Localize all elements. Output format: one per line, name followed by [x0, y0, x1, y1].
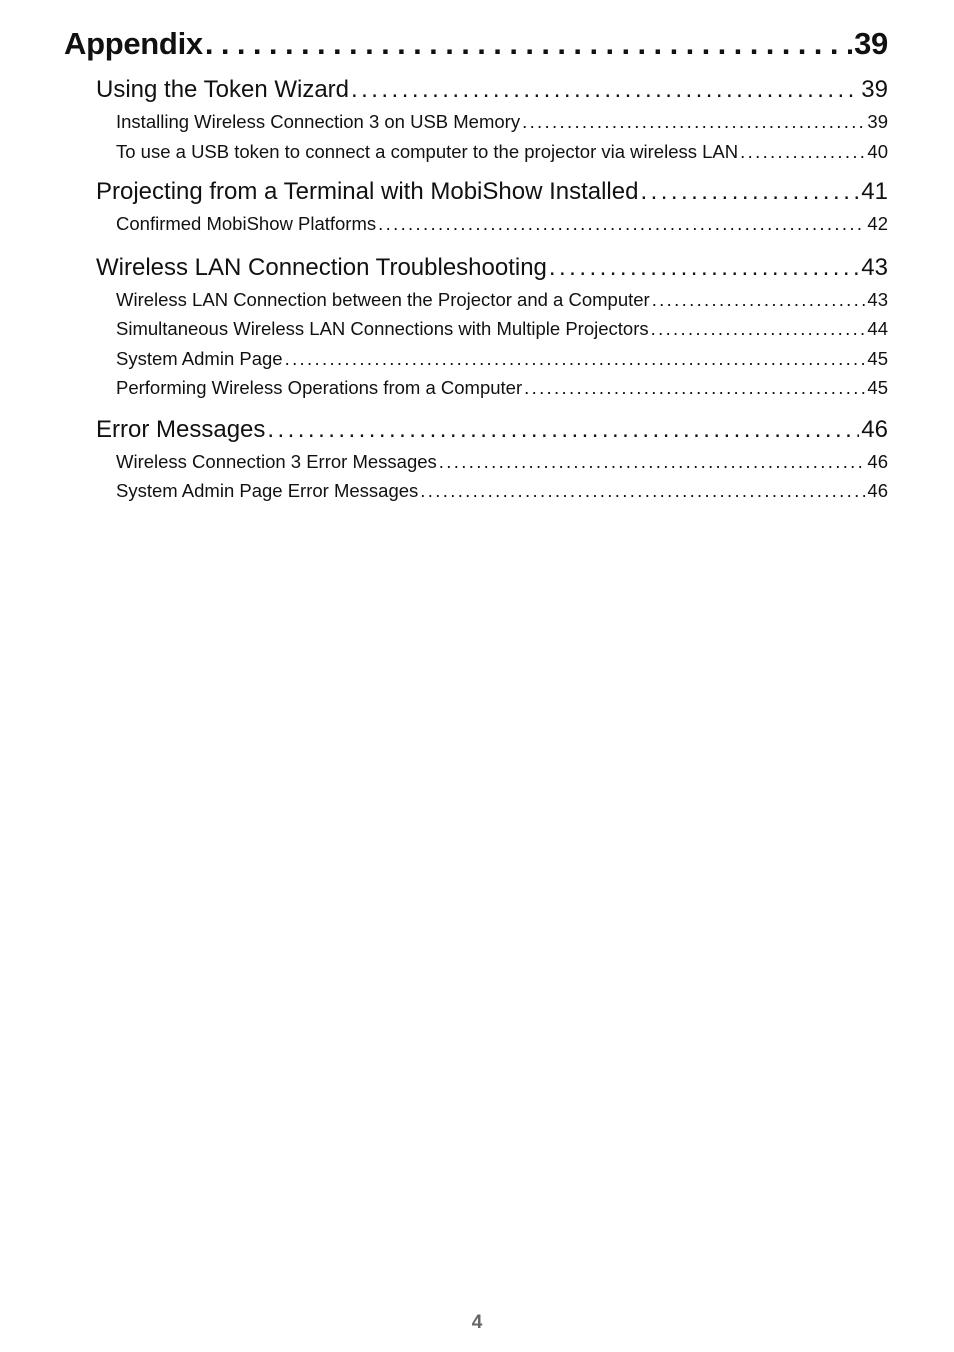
- dot-leader: [549, 251, 859, 285]
- dot-leader: [740, 137, 865, 167]
- toc-section-heading[interactable]: [96, 175, 888, 209]
- dot-leader: [640, 175, 859, 209]
- toc-entry-page: 41: [861, 178, 888, 205]
- toc-item[interactable]: [116, 476, 888, 506]
- toc-entry-page: 42: [867, 213, 888, 234]
- toc-entry-page: 44: [867, 318, 888, 339]
- toc-section-heading[interactable]: [96, 73, 888, 107]
- toc-chapter-appendix[interactable]: [64, 24, 888, 64]
- toc-item[interactable]: [116, 107, 888, 137]
- page-number: 4: [471, 1312, 483, 1333]
- toc-entry-title: Wireless LAN Connection Troubleshooting: [96, 253, 547, 281]
- toc-entry-title: Simultaneous Wireless LAN Connections with Multiple Projectors: [116, 318, 649, 339]
- toc-entry-page: 46: [867, 450, 888, 472]
- toc-item[interactable]: [116, 447, 888, 477]
- dot-leader: [285, 344, 866, 374]
- dot-leader: [439, 447, 866, 477]
- dot-leader: [522, 107, 865, 137]
- toc-entry-title: To use a USB token to connect a computer to the projector via wireless LAN: [116, 140, 739, 162]
- toc-entry-page: 43: [861, 253, 888, 281]
- toc-section-troubleshooting: [64, 251, 888, 403]
- dot-leader: [420, 476, 865, 506]
- toc-entry-page: 45: [867, 377, 888, 398]
- toc-entry-title: Using the Token Wizard: [96, 76, 350, 103]
- toc-item[interactable]: [116, 344, 888, 374]
- dot-leader: [651, 314, 866, 344]
- toc-entry-title: System Admin Page Error Messages: [116, 480, 419, 501]
- dot-leader: [205, 24, 852, 64]
- toc-entry-title: Confirmed MobiShow Platforms: [116, 213, 377, 234]
- toc-item[interactable]: [116, 137, 888, 167]
- toc-entry-title: Performing Wireless Operations from a Computer: [116, 377, 523, 398]
- toc-item[interactable]: [116, 209, 888, 239]
- toc-entry-title: System Admin Page: [116, 347, 283, 369]
- toc-entry-page: 40: [867, 140, 888, 162]
- dot-leader: [652, 285, 866, 315]
- toc-section-heading[interactable]: [96, 251, 888, 285]
- toc-entry-page: 43: [867, 288, 888, 310]
- toc-entry-page: 45: [867, 347, 888, 369]
- toc-item[interactable]: [116, 314, 888, 344]
- table-of-contents: [64, 24, 888, 506]
- toc-entry-page: 39: [867, 111, 888, 132]
- dot-leader: [351, 73, 859, 107]
- toc-section-token-wizard: [64, 73, 888, 166]
- toc-section-heading[interactable]: [96, 413, 888, 447]
- toc-entry-title: Error Messages: [96, 415, 266, 443]
- toc-entry-title: Wireless Connection 3 Error Messages: [116, 450, 437, 472]
- dot-leader: [378, 209, 865, 239]
- toc-entry-title: Appendix: [64, 26, 203, 61]
- toc-section-error-messages: [64, 413, 888, 506]
- toc-entry-page: 39: [854, 26, 888, 61]
- dot-leader: [267, 413, 859, 447]
- dot-leader: [524, 373, 865, 403]
- toc-entry-page: 46: [861, 415, 888, 443]
- toc-item[interactable]: [116, 285, 888, 315]
- toc-item[interactable]: [116, 373, 888, 403]
- toc-entry-title: Installing Wireless Connection 3 on USB Memory: [116, 111, 521, 132]
- toc-entry-title: Projecting from a Terminal with MobiShow Installed: [96, 178, 639, 205]
- toc-section-mobishow: [64, 175, 888, 239]
- toc-entry-page: 46: [867, 480, 888, 501]
- toc-entry-title: Wireless LAN Connection between the Projector and a Computer: [116, 288, 650, 310]
- toc-entry-page: 39: [861, 76, 888, 103]
